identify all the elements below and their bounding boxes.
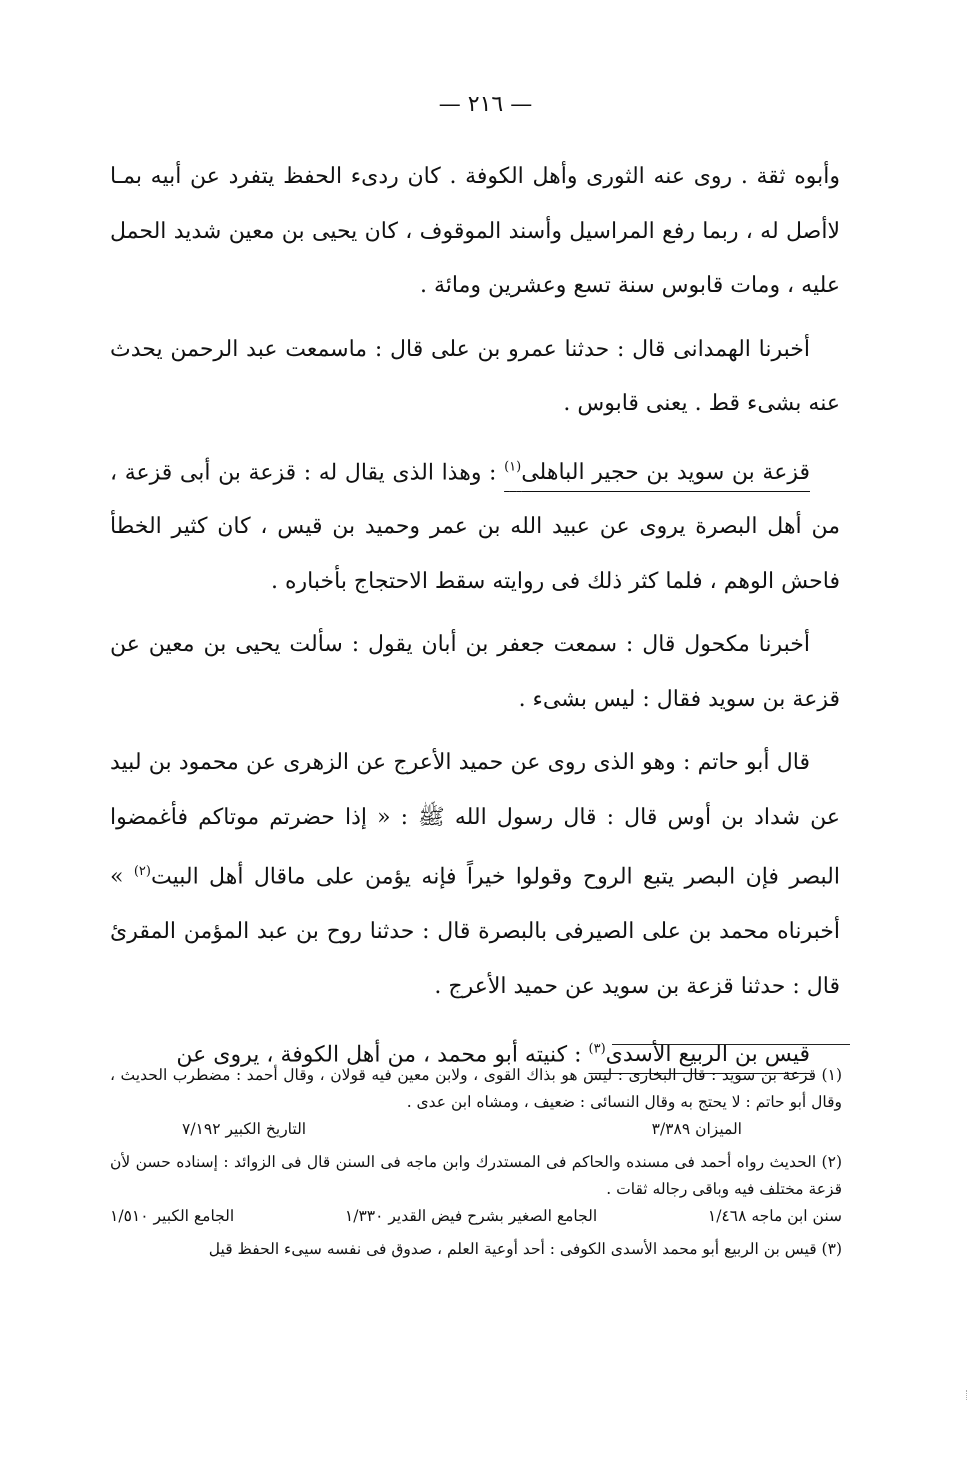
footnote-2-refs	[110, 1203, 842, 1230]
footnote-2	[110, 1149, 842, 1230]
entry-qazaa-text: : وهذا الذى يقال له : قزعة بن أبى قزعة ، من أهل البصرة يروى عن عبيد الله بن عمر وحميد بن قيس ، كان كثير الخطأ فاحش الوهم ، فلما كثر ذلك فى روايته سقط الاحتجاج بأخباره .	[110, 459, 840, 594]
paragraph-4-part1: قال أبو حاتم : وهو الذى روى عن حميد الأعرج عن الزهرى عن محمود بن لبيد عن شداد بن أوس قال : قال رسول الله ﷺ : « إذا حضرتم موتاكم فأغمضوا البصر فإن البصر يتبع الروح وقولوا خيراً فإنه يؤمن على ماقال أهل البيت	[110, 750, 840, 890]
main-text	[110, 150, 840, 1092]
footnote-2-text: (٢) الحديث رواه أحمد فى مسنده والحاكم فى المستدرك وابن ماجه فى السنن قال فى الزوائد : إسناده حسن لأن قزعة مختلف فيه وباقى رجاله ثقات .	[110, 1153, 842, 1198]
footnote-3	[110, 1236, 842, 1263]
page-number: — ٢١٦ —	[438, 92, 533, 117]
paragraph-4-part2: » أخبرناه محمد بن على الصيرفى بالبصرة قال : حدثنا روح بن عبد المؤمن المقرئ قال : حدثنا قزعة بن سويد عن حميد الأعرج .	[110, 864, 840, 999]
footnote-2-ref-a: سنن ابن ماجه ١/٤٦٨	[707, 1207, 842, 1225]
footnote-1-refs	[182, 1116, 742, 1143]
footnote-1-ref-a: الميزان ٣/٣٨٩	[651, 1120, 742, 1138]
footnote-ref-2: (٢)	[133, 864, 151, 880]
entry-qays-text: : كنيته أبو محمد ، من أهل الكوفة ، يروى عن	[176, 1042, 589, 1068]
entry-qazaa-name-text: قزعة بن سويد بن حجير الباهلى	[521, 459, 810, 485]
footnote-1	[110, 1062, 842, 1143]
paragraph-2: أخبرنا الهمدانى قال : حدثنا عمرو بن على قال : ماسمعت عبد الرحمن يحدث عنه بشىء قط . يعنى قابوس .	[110, 336, 840, 416]
paragraph-4	[110, 736, 840, 1014]
footnote-2-ref-b: الجامع الصغير بشرح فيض القدير ١/٣٣٠	[344, 1207, 598, 1225]
paragraph-1: وأبوه ثقة . روى عنه الثورى وأهل الكوفة . كان ردىء الحفظ يتفرد عن أبيه بمـا لاأصل له ، ربما رفع المراسيل وأسند الموقوف ، كان يحيى بن معين شديد الحمل عليه ، ومات قابوس سنة تسع وعشرين ومائة .	[110, 164, 840, 298]
footnote-2-ref-c: الجامع الكبير ١/٥١٠	[110, 1207, 235, 1225]
footnote-1-ref-b: التاريخ الكبير ٧/١٩٢	[182, 1120, 307, 1138]
paragraph-3: أخبرنا مكحول قال : سمعت جعفر بن أبان يقول : سألت يحيى بن معين عن قزعة بن سويد فقال : ليس بشىء .	[110, 632, 840, 712]
entry-qazaa-name	[504, 460, 810, 485]
footnote-1-text: (١) قزعة بن سويد : قال البخارى : ليس هو بذاك القوى ، ولابن معين فيه قولان ، وقال أحمد : مضطرب الحديث ، وقال أبو حاتم : لا يحتج به وقال النسائى : ضعيف ، ومشاه ابن عدى .	[110, 1066, 842, 1111]
scan-edge-mark	[963, 1390, 967, 1400]
entry-qazaa	[110, 441, 840, 610]
footnote-ref-1: (١)	[504, 459, 522, 475]
footnote-divider	[612, 1044, 850, 1045]
entry-qays-name-text: قيس بن الربيع الأسدى	[605, 1042, 810, 1068]
footnotes	[110, 1062, 842, 1269]
footnote-3-text: (٣) قيس بن الربيع أبو محمد الأسدى الكوفى : أحد أوعية العلم ، صدوق فى نفسه سيىء الحفظ قيل	[208, 1240, 842, 1258]
footnote-ref-3: (٣)	[588, 1042, 606, 1058]
